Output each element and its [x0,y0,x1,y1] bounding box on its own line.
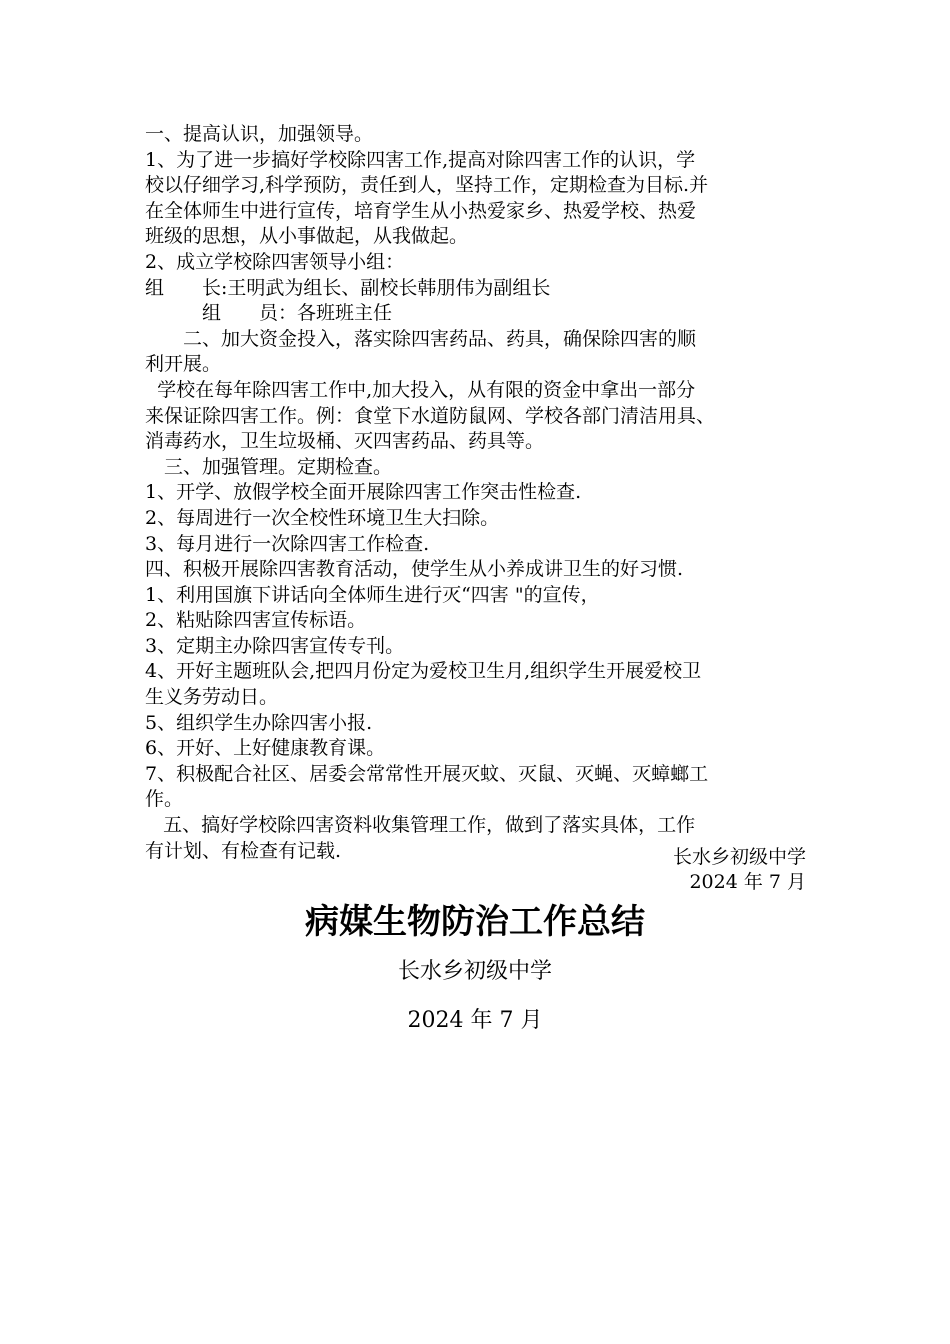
paragraph-line: 1、为了进一步搞好学校除四害工作,提高对除四害工作的认识，学 [145,148,696,171]
paragraph-line: 利开展。 [145,353,222,376]
list-item: 1、开学、放假学校全面开展除四害工作突击性检查. [145,481,582,504]
cover-date: 2024 年 7 月 [407,1008,543,1033]
list-item: 1、利用国旗下讲话向全体师生进行灭“四害 "的宣传， [145,583,600,606]
paragraph-line: 来保证除四害工作。例：食堂下水道防鼠网、学校各部门清洁用具、 [145,404,716,427]
paragraph-line: 在全体师生中进行宣传，培育学生从小热爱家乡、热爱学校、热爱 [145,199,697,222]
paragraph-line: 消毒药水，卫生垃圾桶、灭四害药品、药具等。 [145,430,545,453]
list-item: 6、开好、上好健康教育课。 [145,737,386,760]
list-item: 2、粘贴除四害宣传标语。 [145,609,367,632]
paragraph-line: 2、成立学校除四害领导小组： [145,250,405,273]
section-heading-1: 一、提高认识，加强领导。 [145,123,374,145]
list-item: 2、每周进行一次全校性环境卫生大扫除。 [145,506,500,529]
section-heading-5: 五、搞好学校除四害资料收集管理工作，做到了落实具体，工作 [145,814,696,837]
cover-title: 病媒生物防治工作总结 [305,902,645,942]
list-item-continuation: 生义务劳动日。 [145,686,279,709]
list-item: 3、定期主办除四害宣传专刊。 [145,634,405,657]
paragraph-line: 班级的思想，从小事做起，从我做起。 [145,225,469,248]
list-item: 4、开好主题班队会,把四月份定为爱校卫生月,组织学生开展爱校卫 [145,660,702,683]
paragraph-line: 有计划、有检查有记载. [145,839,342,862]
list-item: 5、组织学生办除四害小报. [145,711,373,734]
group-member-line: 组 员：各班班主任 [145,302,393,325]
section-heading-2: 二、加大资金投入，落实除四害药品、药具，确保除四害的顺 [145,327,697,350]
list-item: 7、积极配合社区、居委会常常性开展灭蚊、灭鼠、灭蝇、灭蟑螂工 [145,762,709,785]
list-item-continuation: 作。 [145,788,184,811]
list-item: 3、每月进行一次除四害工作检查. [145,532,430,555]
paragraph-line: 学校在每年除四害工作中,加大投入，从有限的资金中拿出一部分 [145,378,696,401]
cover-organization: 长水乡初级中学 [397,959,552,984]
signature-organization: 长水乡初级中学 [672,846,806,868]
group-leader-line: 组 长:王明武为组长、副校长韩朋伟为副组长 [145,276,551,299]
section-heading-3: 三、加强管理。定期检查。 [145,455,393,478]
signature-date: 2024 年 7 月 [689,871,806,893]
section-heading-4: 四、积极开展除四害教育活动，使学生从小养成讲卫生的好习惯. [145,558,684,581]
document-body [145,122,807,864]
paragraph-line: 校以仔细学习,科学预防，责任到人，坚持工作，定期检查为目标.并 [145,174,709,197]
